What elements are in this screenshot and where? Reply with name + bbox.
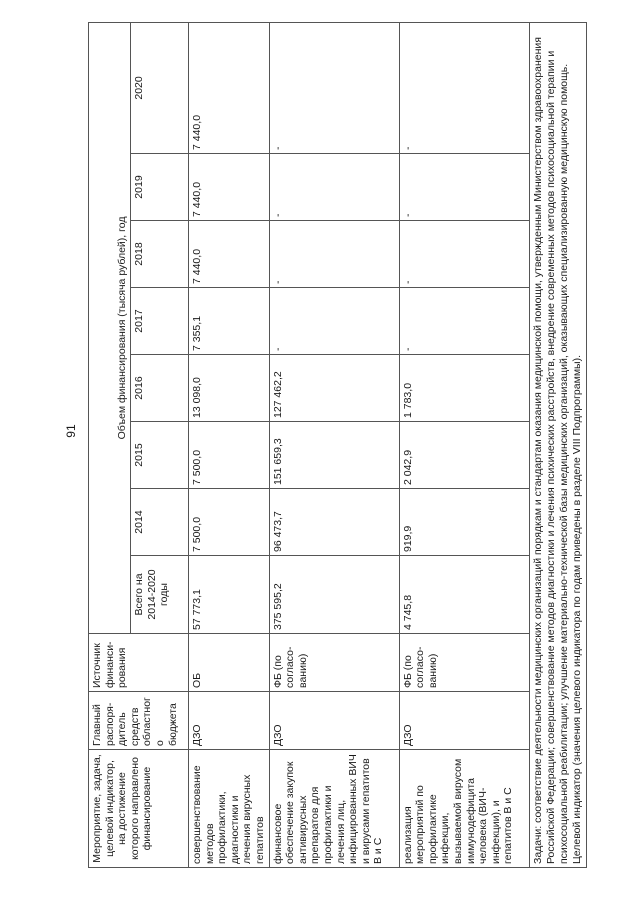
row-total: 375 595,2 <box>269 556 399 634</box>
row-total: 4 745,8 <box>399 556 529 634</box>
header-source: Источник финанси-рования <box>89 634 189 692</box>
row-manager: ДЗО <box>189 692 270 750</box>
row-measure: совершенствование методов профилактики, диагностики и лечения вирусных гепатитов <box>189 750 270 868</box>
header-year-2018: 2018 <box>131 221 189 288</box>
row-value-2019: - <box>269 154 399 221</box>
row-value-2015: 2 042,9 <box>399 422 529 489</box>
tasks-text: Задачи: соответствие деятельности медицинских организаций порядкам и стандартам оказания медицинской помощи, утвержденным Министерством здравоохранения Российской Федерации; совершенствование методов диагностики и лечения психических расстройств, внедрение современных методов психосоциальной терапии и психосоциальной реабилитации; улучшение материально-технической базы медицинских организаций, оказывающих специализированную медицинскую помощь. <box>531 37 570 864</box>
row-value-2017: - <box>269 288 399 355</box>
footer-cell <box>529 22 587 867</box>
header-volume: Объем финансирования (тысяча рублей), год <box>89 22 131 633</box>
header-year-2014: 2014 <box>131 489 189 556</box>
row-source: ФБ (по согласо-ванию) <box>269 634 399 692</box>
row-value-2016: 1 783,0 <box>399 355 529 422</box>
header-manager: Главный распоря-дитель средств областного бюджета <box>89 692 189 750</box>
page-number: 91 <box>64 424 78 438</box>
indicator-text: Целевой индикатор (значения целевого индикатора по годам приведены в разделе VIII Подпрограммы). <box>570 354 583 864</box>
footer-row <box>529 22 587 867</box>
row-value-2020: 7 440,0 <box>189 22 270 153</box>
row-value-2020: - <box>399 22 529 153</box>
header-total: Всего на 2014-2020 годы <box>131 556 189 634</box>
row-value-2019: - <box>399 154 529 221</box>
header-year-2019: 2019 <box>131 154 189 221</box>
row-manager: ДЗО <box>269 692 399 750</box>
row-value-2017: 7 355,1 <box>189 288 270 355</box>
row-total: 57 773,1 <box>189 556 270 634</box>
row-value-2014: 96 473,7 <box>269 489 399 556</box>
rotated-table-page <box>88 23 633 868</box>
row-value-2020: - <box>269 22 399 153</box>
header-year-2015: 2015 <box>131 422 189 489</box>
table-row <box>399 22 529 867</box>
row-value-2016: 127 462,2 <box>269 355 399 422</box>
header-measure: Мероприятие, задача, целевой индикатор, на достижение которого направлено финансирование <box>89 750 189 868</box>
financing-table <box>88 22 587 868</box>
row-measure: реализация мероприятий по профилактике инфекции, вызываемой вирусом иммунодефицита человека (ВИЧ-инфекции), и гепатитов В и С <box>399 750 529 868</box>
table-row <box>269 22 399 867</box>
row-value-2014: 7 500,0 <box>189 489 270 556</box>
row-value-2019: 7 440,0 <box>189 154 270 221</box>
row-value-2017: - <box>399 288 529 355</box>
row-value-2018: - <box>269 221 399 288</box>
row-source: ФБ (по согласо-ванию) <box>399 634 529 692</box>
header-row-1 <box>89 22 131 867</box>
row-value-2015: 7 500,0 <box>189 422 270 489</box>
header-year-2020: 2020 <box>131 22 189 153</box>
row-manager: ДЗО <box>399 692 529 750</box>
row-measure: финансовое обеспечение закупок антивирусных препаратов для профилактики и лечения лиц, инфицированных ВИЧ и вирусами гепатитов В и С <box>269 750 399 868</box>
row-value-2018: - <box>399 221 529 288</box>
table-row <box>189 22 270 867</box>
row-value-2015: 151 659,3 <box>269 422 399 489</box>
row-value-2014: 919,9 <box>399 489 529 556</box>
row-source: ОБ <box>189 634 270 692</box>
row-value-2016: 13 098,0 <box>189 355 270 422</box>
header-year-2016: 2016 <box>131 355 189 422</box>
row-value-2018: 7 440,0 <box>189 221 270 288</box>
header-year-2017: 2017 <box>131 288 189 355</box>
